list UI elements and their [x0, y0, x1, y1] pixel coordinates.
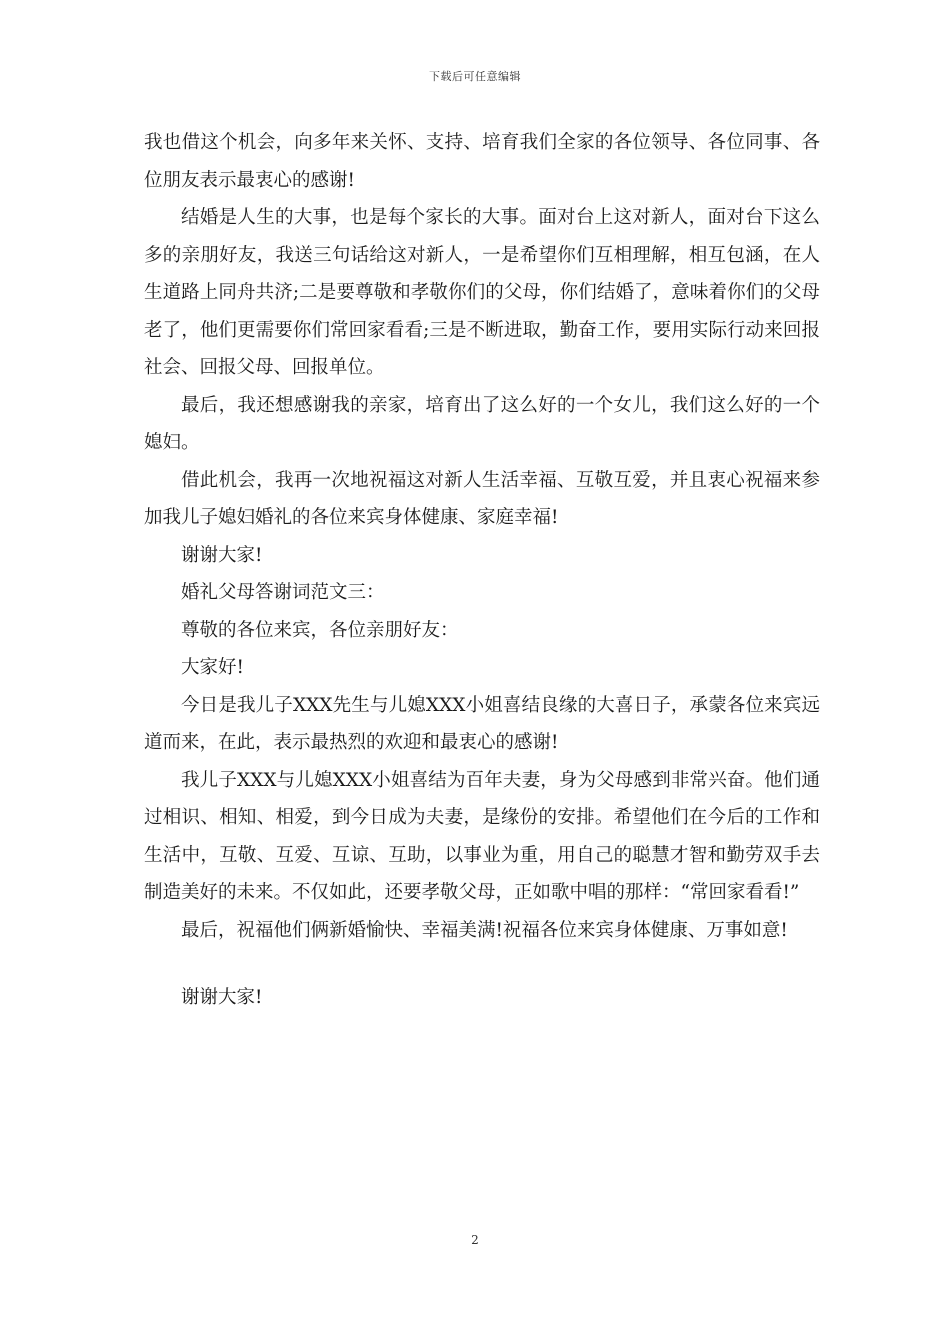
- paragraph-thank-in-laws: 最后，我还想感谢我的亲家，培育出了这么好的一个女儿，我们这么好的一个媳妇。: [144, 394, 820, 453]
- document-body: [144, 124, 820, 1017]
- closing-thanks: 谢谢大家!: [181, 987, 263, 1008]
- paragraph-blessing: 借此机会，我再一次地祝福这对新人生活幸福、互敬互爱，并且衷心祝福来参加我儿子媳妇婚礼的各位来宾身体健康、家庭幸福!: [144, 469, 820, 528]
- paragraph-thanks-colleagues: 我也借这个机会，向多年来关怀、支持、培育我们全家的各位领导、各位同事、各位朋友表示最衷心的感谢!: [144, 132, 820, 191]
- page-number: 2: [471, 1233, 479, 1247]
- paragraph-final-blessing: 最后，祝福他们俩新婚愉快、幸福美满!祝福各位来宾身体健康、万事如意!: [181, 919, 788, 941]
- paragraph-thank-you: 谢谢大家!: [181, 544, 263, 566]
- paragraph-welcome: 今日是我儿子XXX先生与儿媳XXX小姐喜结良缘的大喜日子，承蒙各位来宾远道而来，在此，表示最热烈的欢迎和最衷心的感谢!: [144, 694, 820, 753]
- paragraph-marriage-advice: 结婚是人生的大事，也是每个家长的大事。面对台上这对新人，面对台下这么多的亲朋好友，我送三句话给这对新人，一是希望你们互相理解，相互包涵，在人生道路上同舟共济;二是要尊敬和孝敬你们的父母，你们结婚了，意味着你们的父母老了，他们更需要你们常回家看看;三是不断进取，勤奋工作，要用实际行动来回报社会、回报父母、回报单位。: [144, 207, 820, 378]
- greeting: 大家好!: [181, 657, 244, 678]
- section-heading: 婚礼父母答谢词范文三：: [181, 582, 385, 603]
- paragraph-couple-wishes: 我儿子XXX与儿媳XXX小姐喜结为百年夫妻，身为父母感到非常兴奋。他们通过相识、相知、相爱，到今日成为夫妻，是缘份的安排。希望他们在今后的工作和生活中，互敬、互爱、互谅、互助，以事业为重，用自己的聪慧才智和勤劳双手去制造美好的未来。不仅如此，还要孝敬父母，正如歌中唱的那样：“常回家看看!”: [144, 769, 820, 903]
- salutation: 尊敬的各位来宾，各位亲朋好友：: [181, 619, 459, 641]
- page-header: 下载后可任意编辑: [429, 70, 521, 83]
